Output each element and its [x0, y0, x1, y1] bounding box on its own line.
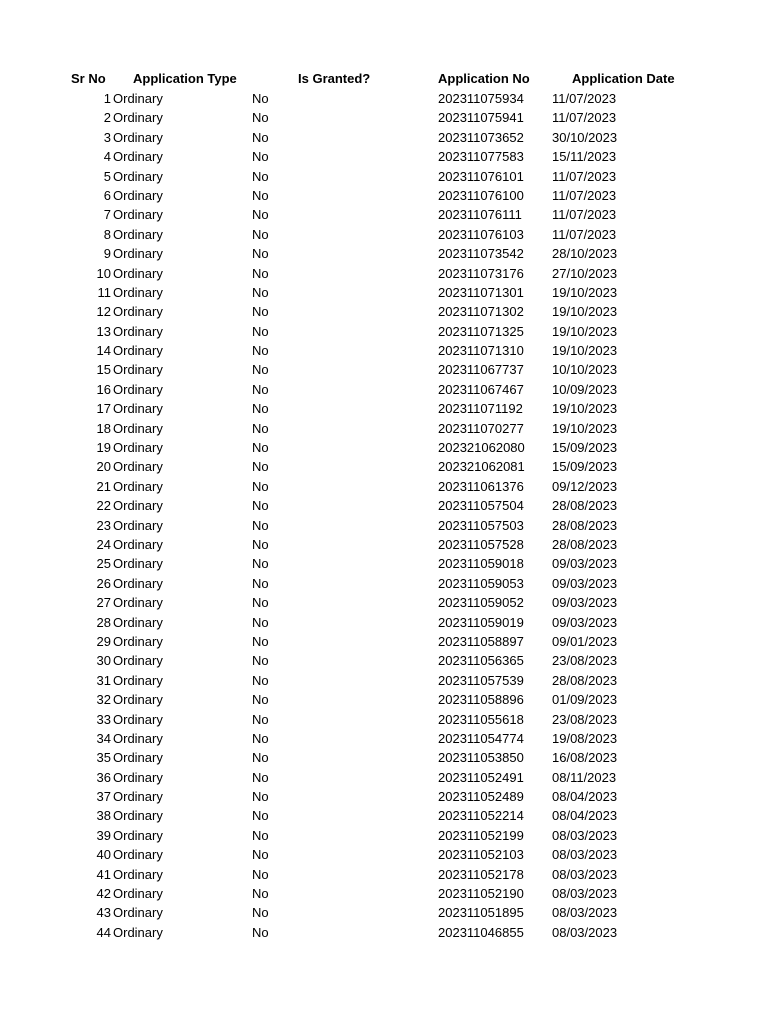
cell-sr-no: 30	[96, 653, 111, 669]
cell-application-type: Ordinary	[113, 672, 163, 688]
cell-application-date: 08/04/2023	[552, 808, 618, 824]
cell-sr-no: 36	[96, 769, 111, 785]
cell-application-type: Ordinary	[113, 226, 163, 242]
cell-sr-no: 35	[96, 750, 111, 766]
cell-application-no: 202311059019	[438, 614, 524, 630]
cell-application-type: Ordinary	[113, 575, 163, 591]
cell-application-date: 28/08/2023	[552, 498, 618, 514]
cell-is-granted: No	[252, 633, 269, 649]
cell-application-no: 202311071192	[438, 401, 523, 417]
cell-application-type: Ordinary	[113, 769, 163, 785]
cell-application-no: 202311076103	[438, 226, 524, 242]
cell-application-no: 202321062081	[438, 459, 525, 475]
header-application-type: Application Type	[133, 71, 237, 86]
cell-sr-no: 7	[103, 207, 111, 223]
table-row	[0, 554, 768, 573]
cell-application-date: 11/07/2023	[552, 207, 617, 223]
cell-application-type: Ordinary	[113, 750, 163, 766]
cell-is-granted: No	[252, 653, 269, 669]
cell-is-granted: No	[252, 343, 269, 359]
table-row	[0, 360, 768, 379]
table-row	[0, 574, 768, 593]
cell-application-type: Ordinary	[113, 246, 163, 262]
cell-application-no: 202311058896	[438, 692, 524, 708]
cell-sr-no: 15	[96, 362, 111, 378]
cell-application-date: 09/03/2023	[552, 575, 618, 591]
cell-sr-no: 5	[103, 168, 111, 184]
table-row	[0, 419, 768, 438]
cell-application-no: 202311077583	[438, 149, 524, 165]
cell-application-no: 202311070277	[438, 420, 524, 436]
cell-application-no: 202311076111	[438, 207, 522, 223]
table-row	[0, 632, 768, 651]
cell-is-granted: No	[252, 459, 269, 475]
cell-application-no: 202311067467	[438, 381, 524, 397]
cell-is-granted: No	[252, 168, 269, 184]
cell-is-granted: No	[252, 924, 269, 940]
cell-sr-no: 31	[96, 672, 111, 688]
cell-sr-no: 6	[103, 187, 111, 203]
cell-application-no: 202311053850	[438, 750, 524, 766]
cell-application-no: 202311052489	[438, 789, 524, 805]
cell-application-no: 202311051895	[438, 905, 524, 921]
cell-application-date: 15/11/2023	[552, 149, 617, 165]
cell-is-granted: No	[252, 905, 269, 921]
cell-application-no: 202311071310	[438, 343, 524, 359]
cell-application-type: Ordinary	[113, 362, 163, 378]
cell-application-no: 202311052491	[438, 769, 524, 785]
cell-application-no: 202311056365	[438, 653, 524, 669]
cell-is-granted: No	[252, 323, 269, 339]
cell-application-type: Ordinary	[113, 187, 163, 203]
cell-sr-no: 10	[96, 265, 111, 281]
cell-application-no: 202311057528	[438, 536, 524, 552]
cell-is-granted: No	[252, 595, 269, 611]
table-row	[0, 613, 768, 632]
table-row	[0, 244, 768, 263]
table-row	[0, 264, 768, 283]
cell-is-granted: No	[252, 381, 269, 397]
cell-sr-no: 4	[103, 149, 111, 165]
cell-sr-no: 13	[96, 323, 111, 339]
cell-sr-no: 32	[96, 692, 111, 708]
cell-application-type: Ordinary	[113, 653, 163, 669]
cell-application-no: 202311054774	[438, 730, 524, 746]
table-row	[0, 593, 768, 612]
cell-sr-no: 29	[96, 633, 111, 649]
table-row	[0, 496, 768, 515]
cell-is-granted: No	[252, 498, 269, 514]
cell-application-type: Ordinary	[113, 827, 163, 843]
cell-application-date: 08/03/2023	[552, 905, 618, 921]
cell-application-no: 202311057539	[438, 672, 524, 688]
cell-application-date: 19/08/2023	[552, 730, 618, 746]
cell-application-date: 08/03/2023	[552, 866, 618, 882]
table-row	[0, 167, 768, 186]
cell-application-date: 09/03/2023	[552, 595, 618, 611]
cell-application-date: 23/08/2023	[552, 653, 618, 669]
cell-application-date: 09/03/2023	[552, 556, 618, 572]
cell-application-no: 202311058897	[438, 633, 524, 649]
cell-application-type: Ordinary	[113, 692, 163, 708]
cell-sr-no: 11	[97, 284, 111, 300]
cell-application-no: 202311055618	[438, 711, 524, 727]
cell-application-date: 10/09/2023	[552, 381, 618, 397]
cell-sr-no: 16	[96, 381, 111, 397]
cell-application-date: 08/11/2023	[552, 769, 617, 785]
cell-application-date: 19/10/2023	[552, 304, 618, 320]
cell-is-granted: No	[252, 847, 269, 863]
cell-application-type: Ordinary	[113, 420, 163, 436]
cell-sr-no: 38	[96, 808, 111, 824]
cell-sr-no: 26	[96, 575, 111, 591]
cell-application-type: Ordinary	[113, 905, 163, 921]
table-row	[0, 438, 768, 457]
cell-is-granted: No	[252, 517, 269, 533]
cell-application-date: 28/08/2023	[552, 672, 618, 688]
cell-application-type: Ordinary	[113, 304, 163, 320]
cell-sr-no: 43	[96, 905, 111, 921]
table-row	[0, 341, 768, 360]
cell-sr-no: 25	[96, 556, 111, 572]
table-row	[0, 283, 768, 302]
cell-application-date: 11/07/2023	[552, 91, 617, 106]
cell-is-granted: No	[252, 769, 269, 785]
cell-is-granted: No	[252, 149, 269, 165]
table-row	[0, 845, 768, 864]
cell-application-date: 01/09/2023	[552, 692, 618, 708]
table-row	[0, 108, 768, 127]
cell-application-date: 09/03/2023	[552, 614, 618, 630]
cell-is-granted: No	[252, 187, 269, 203]
table-row	[0, 302, 768, 321]
cell-application-no: 202311059052	[438, 595, 524, 611]
table-row	[0, 826, 768, 845]
cell-application-no: 202311052103	[438, 847, 524, 863]
cell-sr-no: 39	[96, 827, 111, 843]
cell-is-granted: No	[252, 226, 269, 242]
table-row	[0, 147, 768, 166]
header-sr-no: Sr No	[71, 71, 106, 86]
cell-application-type: Ordinary	[113, 459, 163, 475]
cell-application-no: 202311052199	[438, 827, 524, 843]
cell-application-no: 202311075941	[438, 110, 524, 126]
cell-application-type: Ordinary	[113, 517, 163, 533]
table-row	[0, 205, 768, 224]
cell-sr-no: 37	[96, 789, 111, 805]
cell-application-type: Ordinary	[113, 498, 163, 514]
cell-application-date: 08/03/2023	[552, 847, 618, 863]
cell-sr-no: 27	[96, 595, 111, 611]
cell-application-no: 202311076101	[438, 168, 524, 184]
cell-application-no: 202311071302	[438, 304, 524, 320]
cell-is-granted: No	[252, 672, 269, 688]
cell-application-type: Ordinary	[113, 633, 163, 649]
cell-application-date: 23/08/2023	[552, 711, 618, 727]
cell-application-type: Ordinary	[113, 91, 163, 106]
cell-application-date: 08/03/2023	[552, 827, 618, 843]
table-row	[0, 225, 768, 244]
cell-application-type: Ordinary	[113, 847, 163, 863]
cell-sr-no: 40	[96, 847, 111, 863]
cell-is-granted: No	[252, 440, 269, 456]
table-row	[0, 787, 768, 806]
cell-is-granted: No	[252, 129, 269, 145]
cell-sr-no: 12	[96, 304, 111, 320]
cell-application-no: 202311076100	[438, 187, 524, 203]
cell-application-type: Ordinary	[113, 207, 163, 223]
cell-application-date: 19/10/2023	[552, 323, 618, 339]
cell-application-no: 202311052190	[438, 886, 524, 902]
table-row	[0, 128, 768, 147]
cell-application-type: Ordinary	[113, 808, 163, 824]
cell-application-no: 202311067737	[438, 362, 524, 378]
cell-application-type: Ordinary	[113, 284, 163, 300]
cell-application-no: 202311071325	[438, 323, 524, 339]
cell-is-granted: No	[252, 750, 269, 766]
cell-is-granted: No	[252, 536, 269, 552]
cell-application-date: 09/01/2023	[552, 633, 618, 649]
cell-application-no: 202311059018	[438, 556, 524, 572]
cell-application-type: Ordinary	[113, 323, 163, 339]
cell-application-date: 19/10/2023	[552, 420, 618, 436]
cell-application-date: 08/04/2023	[552, 789, 618, 805]
cell-sr-no: 21	[96, 478, 111, 494]
cell-application-no: 202311059053	[438, 575, 524, 591]
cell-application-type: Ordinary	[113, 401, 163, 417]
cell-application-type: Ordinary	[113, 789, 163, 805]
cell-application-date: 09/12/2023	[552, 478, 618, 494]
cell-application-date: 19/10/2023	[552, 401, 618, 417]
cell-application-date: 15/09/2023	[552, 440, 618, 456]
cell-sr-no: 1	[103, 91, 111, 106]
cell-is-granted: No	[252, 478, 269, 494]
cell-application-date: 11/07/2023	[552, 226, 617, 242]
cell-application-no: 202311073176	[438, 265, 524, 281]
cell-is-granted: No	[252, 827, 269, 843]
table-row	[0, 651, 768, 670]
table-row	[0, 903, 768, 922]
table-row	[0, 399, 768, 418]
table-row	[0, 477, 768, 496]
cell-is-granted: No	[252, 362, 269, 378]
cell-application-type: Ordinary	[113, 168, 163, 184]
cell-application-type: Ordinary	[113, 149, 163, 165]
cell-is-granted: No	[252, 692, 269, 708]
cell-application-no: 202311057504	[438, 498, 524, 514]
header-application-no: Application No	[438, 71, 530, 86]
cell-application-type: Ordinary	[113, 556, 163, 572]
cell-application-type: Ordinary	[113, 343, 163, 359]
table-row	[0, 923, 768, 942]
cell-is-granted: No	[252, 91, 269, 106]
cell-application-no: 202311052214	[438, 808, 524, 824]
cell-application-no: 202311071301	[438, 284, 524, 300]
cell-sr-no: 24	[96, 536, 111, 552]
cell-application-date: 10/10/2023	[552, 362, 618, 378]
cell-application-type: Ordinary	[113, 110, 163, 126]
cell-is-granted: No	[252, 886, 269, 902]
cell-application-date: 19/10/2023	[552, 284, 618, 300]
cell-sr-no: 23	[96, 517, 111, 533]
table-row	[0, 865, 768, 884]
cell-application-no: 202311073542	[438, 246, 524, 262]
application-table	[0, 69, 768, 942]
cell-sr-no: 28	[96, 614, 111, 630]
cell-application-date: 30/10/2023	[552, 129, 618, 145]
cell-sr-no: 2	[103, 110, 111, 126]
table-row	[0, 806, 768, 825]
cell-is-granted: No	[252, 711, 269, 727]
cell-is-granted: No	[252, 730, 269, 746]
cell-is-granted: No	[252, 401, 269, 417]
cell-sr-no: 18	[96, 420, 111, 436]
cell-application-type: Ordinary	[113, 129, 163, 145]
cell-is-granted: No	[252, 246, 269, 262]
cell-application-date: 19/10/2023	[552, 343, 618, 359]
cell-application-date: 16/08/2023	[552, 750, 618, 766]
cell-sr-no: 22	[96, 498, 111, 514]
cell-application-type: Ordinary	[113, 381, 163, 397]
cell-application-type: Ordinary	[113, 866, 163, 882]
table-row	[0, 671, 768, 690]
table-row	[0, 89, 768, 108]
cell-sr-no: 41	[96, 866, 111, 882]
cell-application-no: 202311075934	[438, 91, 524, 106]
table-row	[0, 710, 768, 729]
cell-is-granted: No	[252, 304, 269, 320]
cell-application-date: 11/07/2023	[552, 110, 617, 126]
cell-application-type: Ordinary	[113, 730, 163, 746]
cell-application-no: 202321062080	[438, 440, 525, 456]
table-row	[0, 884, 768, 903]
cell-application-date: 27/10/2023	[552, 265, 618, 281]
table-row	[0, 516, 768, 535]
cell-sr-no: 42	[96, 886, 111, 902]
cell-application-type: Ordinary	[113, 536, 163, 552]
cell-is-granted: No	[252, 420, 269, 436]
cell-sr-no: 33	[96, 711, 111, 727]
cell-is-granted: No	[252, 556, 269, 572]
table-row	[0, 380, 768, 399]
cell-sr-no: 3	[103, 129, 111, 145]
cell-application-date: 28/08/2023	[552, 536, 618, 552]
table-row	[0, 768, 768, 787]
cell-application-date: 28/08/2023	[552, 517, 618, 533]
table-row	[0, 748, 768, 767]
cell-sr-no: 44	[96, 924, 111, 940]
cell-is-granted: No	[252, 866, 269, 882]
cell-is-granted: No	[252, 110, 269, 126]
table-row	[0, 729, 768, 748]
cell-is-granted: No	[252, 207, 269, 223]
cell-sr-no: 20	[96, 459, 111, 475]
cell-application-no: 202311057503	[438, 517, 524, 533]
cell-application-date: 15/09/2023	[552, 459, 618, 475]
cell-sr-no: 19	[96, 440, 111, 456]
header-application-date: Application Date	[572, 71, 675, 86]
cell-is-granted: No	[252, 284, 269, 300]
header-is-granted: Is Granted?	[298, 71, 371, 86]
table-row	[0, 322, 768, 341]
cell-application-type: Ordinary	[113, 265, 163, 281]
cell-sr-no: 17	[96, 401, 111, 417]
cell-application-type: Ordinary	[113, 478, 163, 494]
cell-is-granted: No	[252, 789, 269, 805]
table-row	[0, 457, 768, 476]
table-row	[0, 535, 768, 554]
cell-sr-no: 14	[96, 343, 111, 359]
cell-application-type: Ordinary	[113, 595, 163, 611]
cell-application-no: 202311073652	[438, 129, 524, 145]
cell-application-date: 11/07/2023	[552, 187, 617, 203]
cell-application-type: Ordinary	[113, 440, 163, 456]
cell-is-granted: No	[252, 614, 269, 630]
cell-application-date: 28/10/2023	[552, 246, 618, 262]
cell-application-type: Ordinary	[113, 886, 163, 902]
table-body	[0, 89, 768, 942]
cell-is-granted: No	[252, 808, 269, 824]
cell-application-type: Ordinary	[113, 614, 163, 630]
cell-application-type: Ordinary	[113, 711, 163, 727]
cell-application-date: 08/03/2023	[552, 924, 618, 940]
cell-sr-no: 34	[96, 730, 111, 746]
cell-application-date: 08/03/2023	[552, 886, 618, 902]
cell-application-date: 11/07/2023	[552, 168, 617, 184]
cell-is-granted: No	[252, 265, 269, 281]
cell-application-type: Ordinary	[113, 924, 163, 940]
table-header-row	[0, 69, 768, 89]
table-row	[0, 690, 768, 709]
cell-application-no: 202311052178	[438, 866, 524, 882]
cell-application-no: 202311061376	[438, 478, 524, 494]
cell-sr-no: 8	[103, 226, 111, 242]
cell-is-granted: No	[252, 575, 269, 591]
table-row	[0, 186, 768, 205]
cell-application-no: 202311046855	[438, 924, 524, 940]
cell-sr-no: 9	[103, 246, 111, 262]
